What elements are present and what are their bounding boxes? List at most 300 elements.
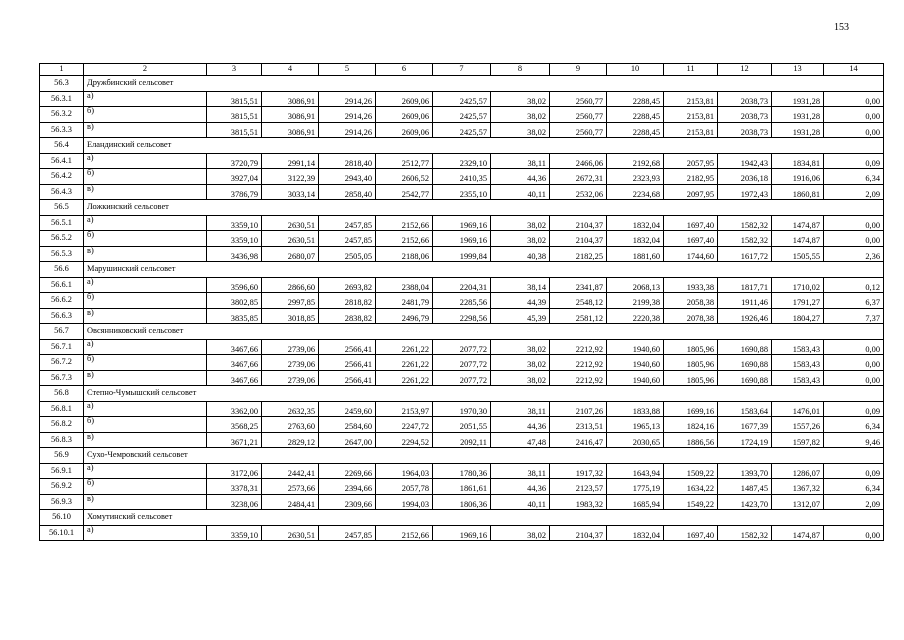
value-cell: 1832,04 [607,525,664,541]
value-cell: 1582,32 [718,525,772,541]
value-cell: 0,09 [824,463,884,479]
value-cell: 0,00 [824,215,884,231]
value-cell: 1744,60 [664,246,718,262]
section-row [40,76,884,92]
value-cell: 40,38 [491,246,550,262]
value-cell: 2182,25 [550,246,607,262]
value-cell: 2288,45 [607,91,664,107]
value-cell: 2573,66 [262,479,319,495]
value-cell: 2038,73 [718,122,772,138]
value-cell: 2107,26 [550,401,607,417]
value-cell: 2416,47 [550,432,607,448]
value-cell: 1690,88 [718,339,772,355]
row-code: 56.6.3 [40,308,84,324]
section-code: 56.3 [40,76,84,92]
value-cell: 1583,43 [772,370,824,386]
value-cell: 1881,60 [607,246,664,262]
value-cell: 1931,28 [772,107,824,123]
section-row [40,262,884,278]
value-cell: 2609,06 [376,91,433,107]
value-cell: 3815,51 [207,107,262,123]
value-cell: 2104,37 [550,231,607,247]
value-cell: 3815,51 [207,91,262,107]
row-code: 56.9.1 [40,463,84,479]
value-cell: 2269,66 [319,463,376,479]
value-cell: 2739,06 [262,370,319,386]
value-cell: 3238,06 [207,494,262,510]
value-cell: 1583,43 [772,355,824,371]
row-variant: а) [84,91,207,107]
value-cell: 1972,43 [718,184,772,200]
table-row [40,231,884,247]
value-cell: 1474,87 [772,231,824,247]
value-cell: 1724,19 [718,432,772,448]
value-cell: 0,00 [824,339,884,355]
section-name: Еландинский сельсовет [84,138,884,154]
table-row [40,246,884,262]
value-cell: 2566,41 [319,339,376,355]
row-variant: а) [84,525,207,541]
column-header: 7 [433,64,491,76]
value-cell: 2323,93 [607,169,664,185]
section-name: Марушинский сельсовет [84,262,884,278]
value-cell: 2566,41 [319,355,376,371]
value-cell: 1699,16 [664,401,718,417]
value-cell: 2212,92 [550,370,607,386]
value-cell: 2247,72 [376,417,433,433]
value-cell: 1476,01 [772,401,824,417]
value-cell: 2152,66 [376,231,433,247]
value-cell: 2123,57 [550,479,607,495]
row-code: 56.8.2 [40,417,84,433]
value-cell: 2560,77 [550,91,607,107]
value-cell: 3359,10 [207,215,262,231]
value-cell: 2630,51 [262,525,319,541]
value-cell: 2609,06 [376,122,433,138]
value-cell: 3172,06 [207,463,262,479]
value-cell: 3786,79 [207,184,262,200]
value-cell: 2481,79 [376,293,433,309]
value-cell: 3927,04 [207,169,262,185]
value-cell: 2,09 [824,494,884,510]
value-cell: 7,37 [824,308,884,324]
value-cell: 3467,66 [207,355,262,371]
value-cell: 1690,88 [718,355,772,371]
value-cell: 1367,32 [772,479,824,495]
value-cell: 2442,41 [262,463,319,479]
section-code: 56.10 [40,510,84,526]
table-row [40,417,884,433]
value-cell: 2153,81 [664,107,718,123]
value-cell: 1791,27 [772,293,824,309]
value-cell: 1474,87 [772,525,824,541]
table-row [40,355,884,371]
section-row [40,386,884,402]
value-cell: 1805,96 [664,339,718,355]
value-cell: 2542,77 [376,184,433,200]
column-header: 6 [376,64,433,76]
value-cell: 2153,81 [664,91,718,107]
table-row [40,169,884,185]
row-code: 56.3.1 [40,91,84,107]
value-cell: 3122,39 [262,169,319,185]
value-cell: 2739,06 [262,355,319,371]
row-variant: а) [84,215,207,231]
value-cell: 1965,13 [607,417,664,433]
value-cell: 3802,85 [207,293,262,309]
column-header: 11 [664,64,718,76]
value-cell: 2285,56 [433,293,491,309]
row-code: 56.8.1 [40,401,84,417]
table-row [40,215,884,231]
value-cell: 3086,91 [262,91,319,107]
value-cell: 2560,77 [550,107,607,123]
value-cell: 44,36 [491,479,550,495]
value-cell: 2818,82 [319,293,376,309]
value-cell: 2457,85 [319,215,376,231]
value-cell: 2092,11 [433,432,491,448]
value-cell: 2466,06 [550,153,607,169]
value-cell: 2647,00 [319,432,376,448]
value-cell: 38,11 [491,463,550,479]
section-code: 56.5 [40,200,84,216]
column-header-row [40,64,884,76]
value-cell: 38,02 [491,525,550,541]
value-cell: 2410,35 [433,169,491,185]
row-variant: в) [84,308,207,324]
value-cell: 1970,30 [433,401,491,417]
value-cell: 2104,37 [550,215,607,231]
value-cell: 2532,06 [550,184,607,200]
value-cell: 6,34 [824,417,884,433]
value-cell: 2914,26 [319,91,376,107]
value-cell: 1834,81 [772,153,824,169]
row-code: 56.5.1 [40,215,84,231]
section-name: Дружбинский сельсовет [84,76,884,92]
value-cell: 38,14 [491,277,550,293]
value-cell: 2199,38 [607,293,664,309]
column-header: 2 [84,64,207,76]
value-cell: 0,00 [824,91,884,107]
table-row [40,184,884,200]
table-row [40,122,884,138]
value-cell: 40,11 [491,494,550,510]
row-code: 56.7.1 [40,339,84,355]
table-row [40,308,884,324]
row-variant: б) [84,293,207,309]
value-cell: 6,34 [824,479,884,495]
row-variant: в) [84,370,207,386]
value-cell: 2457,85 [319,525,376,541]
value-cell: 1931,28 [772,91,824,107]
column-header: 3 [207,64,262,76]
row-code: 56.9.2 [40,479,84,495]
value-cell: 1697,40 [664,215,718,231]
row-code: 56.8.3 [40,432,84,448]
value-cell: 3720,79 [207,153,262,169]
page-number: 153 [834,22,849,33]
value-cell: 1697,40 [664,231,718,247]
value-cell: 3467,66 [207,339,262,355]
value-cell: 2188,06 [376,246,433,262]
value-cell: 3086,91 [262,122,319,138]
value-cell: 1806,36 [433,494,491,510]
value-cell: 2672,31 [550,169,607,185]
value-cell: 3671,21 [207,432,262,448]
value-cell: 3359,10 [207,231,262,247]
value-cell: 2294,52 [376,432,433,448]
value-cell: 3359,10 [207,525,262,541]
value-cell: 2914,26 [319,107,376,123]
value-cell: 2496,79 [376,308,433,324]
value-cell: 3815,51 [207,122,262,138]
row-code: 56.7.2 [40,355,84,371]
value-cell: 2097,95 [664,184,718,200]
value-cell: 2220,38 [607,308,664,324]
row-variant: б) [84,417,207,433]
row-variant: в) [84,184,207,200]
column-header: 13 [772,64,824,76]
value-cell: 3568,25 [207,417,262,433]
table-row [40,91,884,107]
value-cell: 38,02 [491,122,550,138]
value-cell: 2512,77 [376,153,433,169]
value-cell: 2,09 [824,184,884,200]
value-cell: 0,00 [824,525,884,541]
value-cell: 1690,88 [718,370,772,386]
value-cell: 3467,66 [207,370,262,386]
value-cell: 2153,97 [376,401,433,417]
section-code: 56.7 [40,324,84,340]
value-cell: 2997,85 [262,293,319,309]
value-cell: 1940,60 [607,370,664,386]
value-cell: 1832,04 [607,215,664,231]
value-cell: 2858,40 [319,184,376,200]
value-cell: 2051,55 [433,417,491,433]
row-variant: а) [84,277,207,293]
value-cell: 1505,55 [772,246,824,262]
value-cell: 2212,92 [550,355,607,371]
value-cell: 1940,60 [607,355,664,371]
value-cell: 1994,03 [376,494,433,510]
value-cell: 2425,57 [433,107,491,123]
value-cell: 38,11 [491,153,550,169]
row-code: 56.10.1 [40,525,84,541]
row-variant: в) [84,246,207,262]
value-cell: 1423,70 [718,494,772,510]
row-code: 56.3.2 [40,107,84,123]
row-variant: в) [84,122,207,138]
value-cell: 1780,36 [433,463,491,479]
value-cell: 2866,60 [262,277,319,293]
value-cell: 2425,57 [433,91,491,107]
value-cell: 1999,84 [433,246,491,262]
value-cell: 1697,40 [664,525,718,541]
value-cell: 1833,88 [607,401,664,417]
value-cell: 0,00 [824,231,884,247]
row-variant: в) [84,432,207,448]
value-cell: 1805,96 [664,370,718,386]
value-cell: 9,46 [824,432,884,448]
table-row [40,494,884,510]
value-cell: 2288,45 [607,107,664,123]
value-cell: 1832,04 [607,231,664,247]
table-row [40,401,884,417]
row-code: 56.7.3 [40,370,84,386]
value-cell: 2153,81 [664,122,718,138]
value-cell: 1942,43 [718,153,772,169]
value-cell: 2261,22 [376,339,433,355]
value-cell: 2693,82 [319,277,376,293]
value-cell: 2609,06 [376,107,433,123]
value-cell: 2104,37 [550,525,607,541]
value-cell: 1685,94 [607,494,664,510]
value-cell: 1931,28 [772,122,824,138]
value-cell: 1775,19 [607,479,664,495]
row-code: 56.6.1 [40,277,84,293]
value-cell: 38,02 [491,215,550,231]
table-row [40,107,884,123]
value-cell: 38,02 [491,355,550,371]
section-name: Овсянниковский сельсовет [84,324,884,340]
value-cell: 0,09 [824,401,884,417]
tariff-table [39,63,884,541]
value-cell: 1312,07 [772,494,824,510]
column-header: 1 [40,64,84,76]
value-cell: 2261,22 [376,355,433,371]
value-cell: 2057,78 [376,479,433,495]
row-code: 56.4.2 [40,169,84,185]
row-code: 56.3.3 [40,122,84,138]
row-variant: а) [84,463,207,479]
value-cell: 2584,60 [319,417,376,433]
value-cell: 2680,07 [262,246,319,262]
value-cell: 0,00 [824,355,884,371]
value-cell: 2566,41 [319,370,376,386]
section-code: 56.4 [40,138,84,154]
value-cell: 1393,70 [718,463,772,479]
value-cell: 44,36 [491,169,550,185]
value-cell: 2038,73 [718,107,772,123]
value-cell: 2298,56 [433,308,491,324]
value-cell: 6,37 [824,293,884,309]
value-cell: 1969,16 [433,215,491,231]
value-cell: 2818,40 [319,153,376,169]
section-code: 56.6 [40,262,84,278]
table-row [40,339,884,355]
value-cell: 2394,66 [319,479,376,495]
value-cell: 40,11 [491,184,550,200]
value-cell: 0,00 [824,122,884,138]
value-cell: 2261,22 [376,370,433,386]
value-cell: 2038,73 [718,91,772,107]
value-cell: 38,11 [491,401,550,417]
value-cell: 2606,52 [376,169,433,185]
column-header: 4 [262,64,319,76]
value-cell: 1549,22 [664,494,718,510]
section-code: 56.9 [40,448,84,464]
column-header: 5 [319,64,376,76]
row-variant: б) [84,169,207,185]
value-cell: 3018,85 [262,308,319,324]
section-row [40,510,884,526]
value-cell: 2077,72 [433,355,491,371]
value-cell: 0,12 [824,277,884,293]
value-cell: 0,00 [824,107,884,123]
value-cell: 3362,00 [207,401,262,417]
value-cell: 1597,82 [772,432,824,448]
row-code: 56.5.2 [40,231,84,247]
column-header: 9 [550,64,607,76]
value-cell: 1916,06 [772,169,824,185]
value-cell: 1582,32 [718,215,772,231]
value-cell: 2078,38 [664,308,718,324]
column-header: 8 [491,64,550,76]
section-name: Ложкинский сельсовет [84,200,884,216]
row-variant: а) [84,339,207,355]
table-row [40,370,884,386]
value-cell: 1804,27 [772,308,824,324]
value-cell: 1583,64 [718,401,772,417]
value-cell: 2204,31 [433,277,491,293]
value-cell: 2459,60 [319,401,376,417]
value-cell: 3086,91 [262,107,319,123]
value-cell: 1861,61 [433,479,491,495]
value-cell: 0,00 [824,370,884,386]
value-cell: 38,02 [491,231,550,247]
row-variant: б) [84,355,207,371]
row-code: 56.6.2 [40,293,84,309]
value-cell: 2068,13 [607,277,664,293]
value-cell: 2057,95 [664,153,718,169]
row-code: 56.5.3 [40,246,84,262]
value-cell: 1634,22 [664,479,718,495]
table-row [40,432,884,448]
row-code: 56.4.1 [40,153,84,169]
value-cell: 1824,16 [664,417,718,433]
value-cell: 1487,45 [718,479,772,495]
value-cell: 3378,31 [207,479,262,495]
value-cell: 1582,32 [718,231,772,247]
value-cell: 1509,22 [664,463,718,479]
value-cell: 2914,26 [319,122,376,138]
value-cell: 1817,71 [718,277,772,293]
value-cell: 1886,56 [664,432,718,448]
value-cell: 2058,38 [664,293,718,309]
value-cell: 2630,51 [262,231,319,247]
value-cell: 1617,72 [718,246,772,262]
value-cell: 44,36 [491,417,550,433]
value-cell: 38,02 [491,107,550,123]
value-cell: 45,39 [491,308,550,324]
value-cell: 1677,39 [718,417,772,433]
value-cell: 38,02 [491,339,550,355]
value-cell: 2739,06 [262,339,319,355]
value-cell: 2192,68 [607,153,664,169]
row-variant: б) [84,231,207,247]
value-cell: 3436,98 [207,246,262,262]
value-cell: 2313,51 [550,417,607,433]
value-cell: 38,02 [491,91,550,107]
value-cell: 2212,92 [550,339,607,355]
row-variant: а) [84,401,207,417]
value-cell: 0,09 [824,153,884,169]
value-cell: 1940,60 [607,339,664,355]
value-cell: 2288,45 [607,122,664,138]
value-cell: 1969,16 [433,525,491,541]
value-cell: 2355,10 [433,184,491,200]
value-cell: 47,48 [491,432,550,448]
